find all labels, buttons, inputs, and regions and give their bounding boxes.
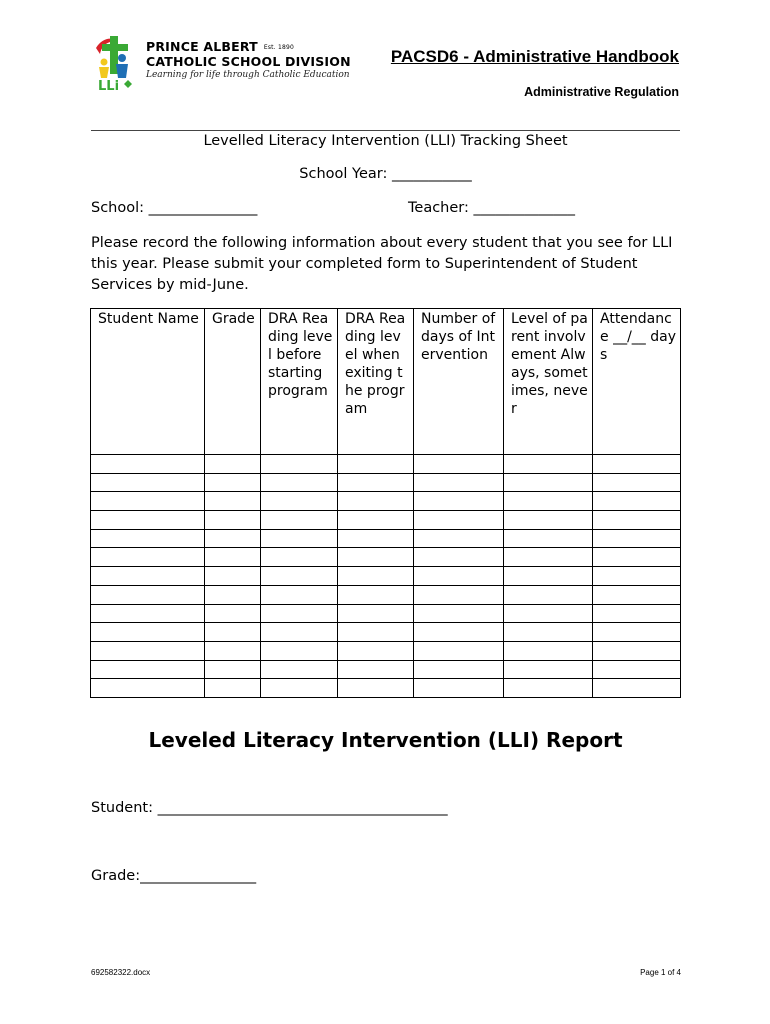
table-cell[interactable] [91, 604, 205, 623]
tracking-sheet-title: Levelled Literacy Intervention (LLI) Tracking Sheet [203, 133, 568, 149]
table-cell[interactable] [205, 548, 261, 567]
column-header-attendance: Attendance __/__ days [593, 309, 681, 455]
table-cell[interactable] [414, 511, 504, 530]
table-cell[interactable] [91, 660, 205, 679]
svg-text:LLi: LLi [98, 79, 120, 92]
table-cell[interactable] [414, 529, 504, 548]
table-cell[interactable] [593, 641, 681, 660]
table-cell[interactable] [414, 567, 504, 586]
table-cell[interactable] [205, 679, 261, 698]
table-row [91, 567, 681, 586]
table-cell[interactable] [504, 679, 593, 698]
table-cell[interactable] [205, 511, 261, 530]
table-cell[interactable] [338, 492, 414, 511]
table-row [91, 604, 681, 623]
table-cell[interactable] [593, 660, 681, 679]
column-header-student-name: Student Name [91, 309, 205, 455]
table-cell[interactable] [593, 529, 681, 548]
table-cell[interactable] [261, 585, 338, 604]
table-cell[interactable] [205, 567, 261, 586]
table-cell[interactable] [593, 604, 681, 623]
table-cell[interactable] [504, 660, 593, 679]
table-header-row [91, 309, 681, 455]
table-cell[interactable] [261, 604, 338, 623]
footer-page-number: Page 1 of 4 [640, 968, 681, 977]
table-cell[interactable] [338, 604, 414, 623]
logo-tagline: Learning for life through Catholic Education [146, 69, 350, 80]
regulation-label: Administrative Regulation [524, 85, 679, 99]
table-cell[interactable] [261, 492, 338, 511]
table-cell[interactable] [414, 473, 504, 492]
report-title: Leveled Literacy Intervention (LLI) Report [148, 728, 623, 752]
table-cell[interactable] [205, 585, 261, 604]
table-row [91, 585, 681, 604]
table-cell[interactable] [261, 529, 338, 548]
column-header-days-intervention: Number of days of Intervention [414, 309, 504, 455]
table-cell[interactable] [338, 511, 414, 530]
footer-filename: 692582322.docx [91, 968, 151, 977]
teacher-field: Teacher: ______________ [408, 200, 575, 216]
column-header-dra-before: DRA Reading level before starting program [261, 309, 338, 455]
table-cell[interactable] [414, 623, 504, 642]
table-cell[interactable] [261, 473, 338, 492]
table-cell[interactable] [593, 548, 681, 567]
table-cell[interactable] [261, 511, 338, 530]
table-row [91, 679, 681, 698]
table-cell[interactable] [504, 604, 593, 623]
table-cell[interactable] [91, 585, 205, 604]
table-row [91, 455, 681, 474]
table-cell[interactable] [261, 567, 338, 586]
student-field: Student: ________________________________________ [91, 800, 448, 816]
table-cell[interactable] [593, 492, 681, 511]
table-row [91, 529, 681, 548]
table-cell[interactable] [338, 473, 414, 492]
grade-field: Grade:________________ [91, 868, 257, 884]
table-cell[interactable] [593, 473, 681, 492]
handbook-title: PACSD6 - Administrative Handbook [390, 47, 679, 66]
table-cell[interactable] [338, 641, 414, 660]
table-cell[interactable] [414, 548, 504, 567]
table-row [91, 473, 681, 492]
logo-name-line1: PRINCE ALBERT Est. 1890 [146, 39, 295, 54]
table-row [91, 623, 681, 642]
table-cell[interactable] [593, 455, 681, 474]
table-cell[interactable] [261, 623, 338, 642]
table-cell[interactable] [338, 567, 414, 586]
table-cell[interactable] [504, 455, 593, 474]
table-cell[interactable] [414, 679, 504, 698]
table-cell[interactable] [414, 660, 504, 679]
table-cell[interactable] [261, 455, 338, 474]
table-cell[interactable] [91, 511, 205, 530]
table-cell[interactable] [593, 511, 681, 530]
table-cell[interactable] [205, 623, 261, 642]
instructions-paragraph: Please record the following information about every student that you see for LLI this year. Please submit your completed form to Superintendent of Student Services by mid-June. [91, 235, 673, 293]
logo-name-line2: CATHOLIC SCHOOL DIVISION [146, 53, 351, 69]
table-row [91, 641, 681, 660]
table-cell[interactable] [414, 585, 504, 604]
table-cell[interactable] [91, 567, 205, 586]
division-logo [92, 34, 351, 92]
table-cell[interactable] [205, 641, 261, 660]
school-field: School: _______________ [91, 200, 258, 216]
table-cell[interactable] [91, 473, 205, 492]
tracking-table [90, 308, 681, 698]
column-header-dra-exit: DRA Reading level when exiting the program [338, 309, 414, 455]
table-cell[interactable] [504, 473, 593, 492]
table-cell[interactable] [205, 529, 261, 548]
school-year-field: School Year: ___________ [299, 166, 472, 182]
lli-cross-logo-icon [92, 34, 142, 92]
table-cell[interactable] [504, 511, 593, 530]
table-cell[interactable] [261, 548, 338, 567]
table-cell[interactable] [504, 585, 593, 604]
table-cell[interactable] [91, 623, 205, 642]
table-row [91, 660, 681, 679]
table-cell[interactable] [205, 660, 261, 679]
table-cell[interactable] [261, 679, 338, 698]
table-cell[interactable] [504, 567, 593, 586]
table-cell[interactable] [593, 585, 681, 604]
table-cell[interactable] [338, 660, 414, 679]
table-cell[interactable] [338, 529, 414, 548]
table-cell[interactable] [205, 604, 261, 623]
table-cell[interactable] [205, 473, 261, 492]
table-cell[interactable] [261, 641, 338, 660]
table-cell[interactable] [414, 641, 504, 660]
table-row [91, 492, 681, 511]
table-cell[interactable] [338, 623, 414, 642]
table-cell[interactable] [91, 529, 205, 548]
logo-established: Est. 1890 [263, 43, 295, 51]
table-cell[interactable] [338, 455, 414, 474]
table-cell[interactable] [504, 529, 593, 548]
table-cell[interactable] [414, 455, 504, 474]
table-cell[interactable] [261, 660, 338, 679]
table-cell[interactable] [504, 623, 593, 642]
table-cell[interactable] [593, 567, 681, 586]
table-cell[interactable] [91, 641, 205, 660]
table-cell[interactable] [205, 455, 261, 474]
table-cell[interactable] [414, 492, 504, 511]
table-cell[interactable] [91, 548, 205, 567]
table-cell[interactable] [205, 492, 261, 511]
table-cell[interactable] [504, 492, 593, 511]
table-cell[interactable] [414, 604, 504, 623]
table-row [91, 511, 681, 530]
table-cell[interactable] [504, 641, 593, 660]
table-cell[interactable] [504, 548, 593, 567]
table-cell[interactable] [593, 679, 681, 698]
column-header-grade: Grade [205, 309, 261, 455]
table-cell[interactable] [91, 492, 205, 511]
table-cell[interactable] [91, 679, 205, 698]
table-cell[interactable] [338, 679, 414, 698]
table-cell[interactable] [338, 585, 414, 604]
column-header-parent-involvement: Level of parent involvement Always, sometimes, never [504, 309, 593, 455]
table-row [91, 548, 681, 567]
table-cell[interactable] [338, 548, 414, 567]
header-divider [91, 130, 680, 131]
table-cell[interactable] [91, 455, 205, 474]
table-cell[interactable] [593, 623, 681, 642]
